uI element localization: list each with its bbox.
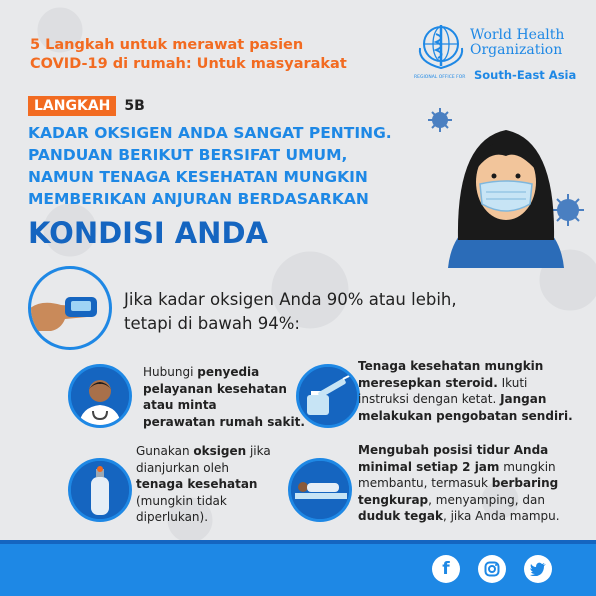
who-logo [414,22,589,84]
step-label: LANGKAH [28,96,116,116]
headline-emphasis: KONDISI ANDA [28,216,268,250]
twitter-icon[interactable] [524,555,552,583]
oxygen-level-question [124,288,457,336]
title-line-1: 5 Langkah untuk merawat pasien [30,37,304,53]
who-regional-office: REGIONAL OFFICE FOR [414,75,466,80]
lying-position-icon [288,458,352,522]
page-title [30,36,347,74]
question-line-1: Jika kadar oksigen Anda 90% atau lebih, [124,290,457,309]
oxygen-tank-icon [68,458,132,522]
oxygen-text: Gunakan oksigen jika dianjurkan oleh tenaga kesehatan (mungkin tidak diperlukan). [136,444,271,524]
headline-line-2: PANDUAN BERIKUT BERSIFAT UMUM, [28,146,348,164]
headline-line-3: NAMUN TENAGA KESEHATAN MUNGKIN [28,168,368,186]
step-indicator [28,96,145,116]
question-line-2: tetapi di bawah 94%: [124,314,300,333]
position-text: Mengubah posisi tidur Anda minimal setiap 2 jam mungkin membantu, termasuk berbaring tengkurap, menyamping, dan duduk tegak, jika Anda mampu. [358,443,560,523]
headline-line-1: KADAR OKSIGEN ANDA SANGAT PENTING. [28,124,392,142]
instagram-icon[interactable] [478,555,506,583]
footer-divider [0,540,596,544]
headline-line-4: MEMBERIKAN ANJURAN BERDASARKAN [28,190,369,208]
headline [28,122,448,210]
who-name-line-1: World Health [470,27,565,43]
steroid-text: Tenaga kesehatan mungkin meresepkan steroid. Ikuti instruksi dengan ketat. Jangan melakukan pengobatan sendiri. [358,359,573,423]
pulse-oximeter-icon [28,266,112,350]
medicine-syringe-icon [296,364,360,428]
footer-bar [0,540,596,596]
provider-text: Hubungi penyedia pelayanan kesehatan atau minta perawatan rumah sakit. [143,365,305,429]
step-number: 5B [124,98,145,114]
who-name-line-2: Organization [470,42,563,58]
who-region: South-East Asia [474,68,577,82]
who-emblem-icon [414,22,468,72]
title-line-2: COVID-19 di rumah: Untuk masyarakat [30,56,347,72]
facebook-icon[interactable]: f [432,555,460,583]
doctor-icon [68,364,132,428]
masked-woman-illustration [418,100,594,268]
